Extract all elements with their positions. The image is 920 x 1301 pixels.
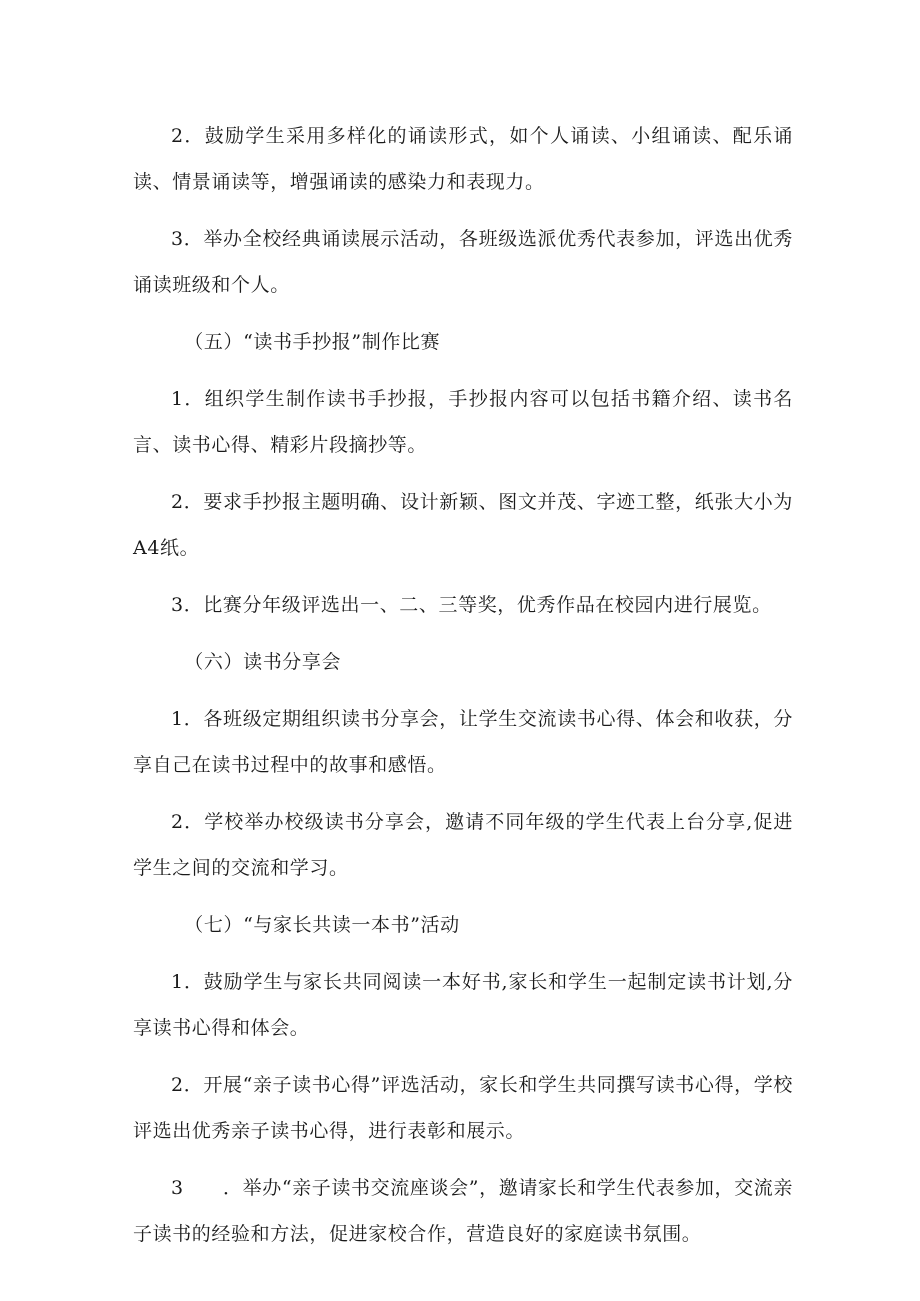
paragraph-item: 1．组织学生制作读书手抄报，手抄报内容可以包括书籍介绍、读书名言、读书心得、精彩片段摘抄等。 bbox=[133, 388, 793, 456]
section-heading: （五）“读书手抄报”制作比赛 bbox=[184, 331, 441, 353]
paragraph-item: 2．要求手抄报主题明确、设计新颖、图文并茂、字迹工整，纸张大小为A4纸。 bbox=[133, 491, 793, 559]
paragraph-item: 2．开展“亲子读书心得”评选活动，家长和学生共同撰写读书心得，学校评选出优秀亲子读书心得，进行表彰和展示。 bbox=[133, 1074, 793, 1142]
paragraph-item: 2．鼓励学生采用多样化的诵读形式，如个人诵读、小组诵读、配乐诵读、情景诵读等，增强诵读的感染力和表现力。 bbox=[133, 125, 793, 193]
section-heading: （七）“与家长共读一本书”活动 bbox=[184, 914, 460, 936]
paragraph-item: 2．学校举办校级读书分享会，邀请不同年级的学生代表上台分享,促进学生之间的交流和学习。 bbox=[133, 811, 793, 879]
paragraph-item: 1．鼓励学生与家长共同阅读一本好书,家长和学生一起制定读书计划,分享读书心得和体会。 bbox=[133, 971, 793, 1039]
paragraph-item: 3．比赛分年级评选出一、二、三等奖，优秀作品在校园内进行展览。 bbox=[171, 594, 772, 616]
section-heading: （六）读书分享会 bbox=[184, 651, 342, 673]
paragraph-item: 3 ．举办“亲子读书交流座谈会”，邀请家长和学生代表参加，交流亲子读书的经验和方法，促进家校合作，营造良好的家庭读书氛围。 bbox=[133, 1177, 793, 1245]
document-body bbox=[133, 113, 793, 1268]
paragraph-item: 3．举办全校经典诵读展示活动，各班级选派优秀代表参加，评选出优秀诵读班级和个人。 bbox=[133, 228, 793, 296]
paragraph-item: 1．各班级定期组织读书分享会，让学生交流读书心得、体会和收获，分享自己在读书过程中的故事和感悟。 bbox=[133, 708, 793, 776]
